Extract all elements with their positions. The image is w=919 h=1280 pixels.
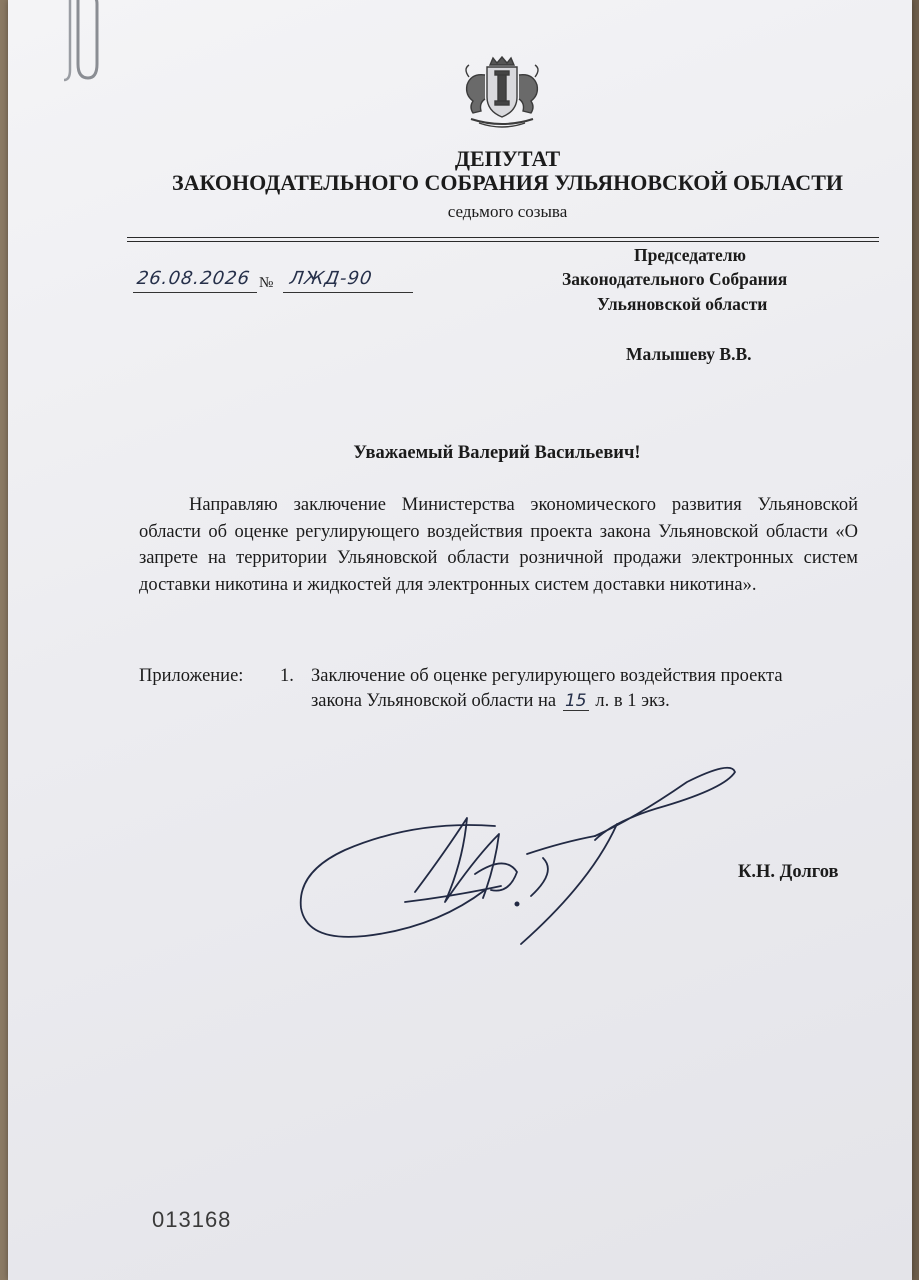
attachment-description-continued <box>311 691 670 712</box>
recipient-region: Ульяновской области <box>597 294 768 314</box>
letter-body: Направляю заключение Министерства экономического развития Ульяновской области об оценке регулирующего воздействия проекта закона Ульяновской области «О запрете на территории Ульяновской области розничной продажи электронных систем доставки никотина и жидкостей для электронных систем доставки никотина». <box>139 495 858 595</box>
recipient-position: Председателю <box>634 245 746 265</box>
recipient-name: Малышеву В.В. <box>626 344 752 364</box>
document-code: 013168 <box>152 1207 232 1232</box>
coat-of-arms-icon <box>457 55 547 133</box>
attachment-description: Заключение об оценке регулирующего воздействия проекта <box>311 666 783 686</box>
header-organization: ЗАКОНОДАТЕЛЬНОГО СОБРАНИЯ УЛЬЯНОВСКОЙ ОБЛАСТИ <box>172 170 843 195</box>
header-title: ДЕПУТАТ <box>454 146 561 171</box>
header-convocation: седьмого созыва <box>447 202 568 221</box>
registration-number-sign: № <box>259 275 274 291</box>
attachment-before-pages: закона Ульяновской области на <box>311 691 557 711</box>
paper-clip-icon <box>60 0 100 82</box>
salutation: Уважаемый Валерий Васильевич! <box>353 443 641 463</box>
registration-number: ЛЖД-90 <box>288 268 374 289</box>
header-divider <box>127 237 879 238</box>
attachment-number: 1. <box>280 666 294 686</box>
header-divider-second <box>127 241 879 242</box>
handwritten-signature <box>295 762 740 952</box>
registration-date-underline <box>133 292 257 293</box>
registration-number-underline <box>283 292 413 293</box>
attachment-after-pages: л. в 1 экз. <box>595 691 670 711</box>
registration-date: 26.08.2026 <box>135 268 252 289</box>
attachment-label: Приложение: <box>139 666 244 686</box>
attachment-pages-count: 15 <box>563 692 589 711</box>
recipient-organization: Законодательного Собрания <box>562 269 788 289</box>
signer-name: К.Н. Долгов <box>738 862 839 882</box>
